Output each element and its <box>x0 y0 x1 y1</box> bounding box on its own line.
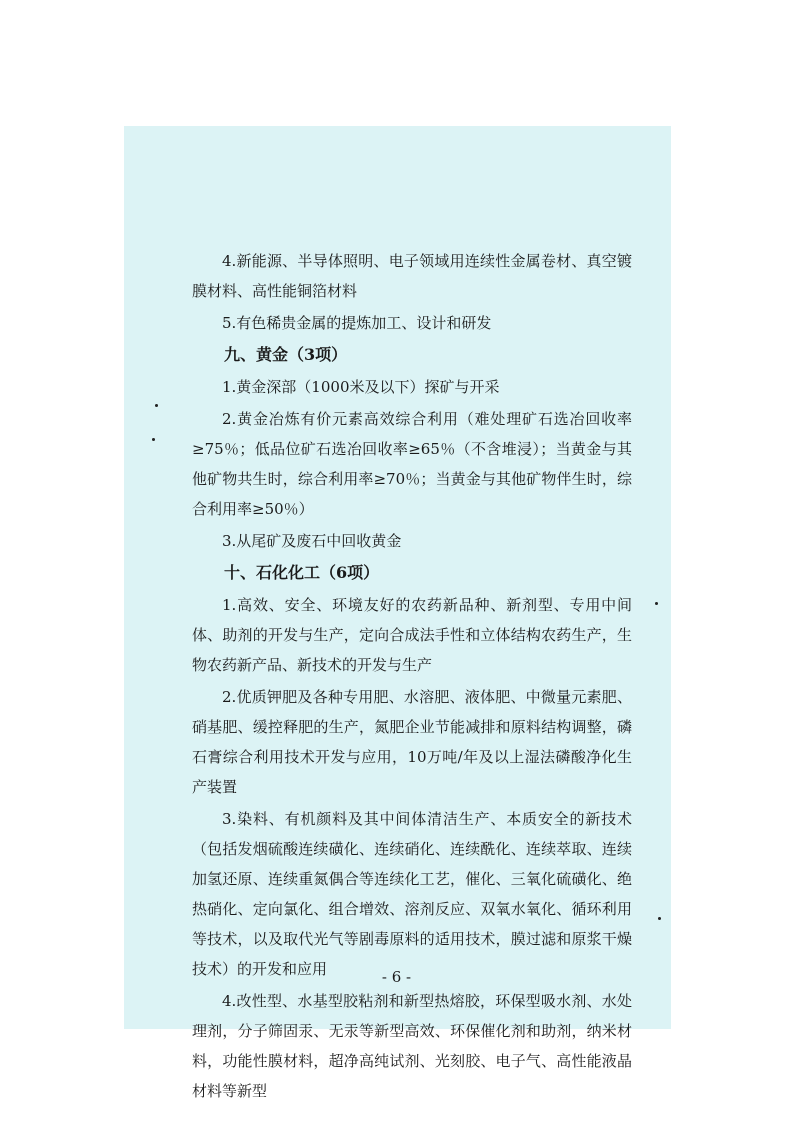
paragraph: 2.黄金冶炼有价元素高效综合利用（难处理矿石选冶回收率≥75％；低品位矿石选冶回收率≥65％（不含堆浸）；当黄金与其他矿物共生时，综合利用率≥70％；当黄金与其他矿物伴生时，综合利用率≥50％） <box>192 410 632 518</box>
paragraph: 5.有色稀贵金属的提炼加工、设计和研发 <box>222 314 492 332</box>
paragraph: 4.改性型、水基型胶粘剂和新型热熔胶，环保型吸水剂、水处理剂，分子筛固汞、无汞等新型高效、环保催化剂和助剂，纳米材料，功能性膜材料，超净高纯试剂、光刻胶、电子气、高性能液晶材料等新型 <box>192 992 632 1100</box>
scan-speck <box>655 602 658 605</box>
scan-speck <box>152 438 155 441</box>
section-heading: 九、黄金（3项） <box>224 345 348 364</box>
paragraph: 3.从尾矿及废石中回收黄金 <box>222 532 402 550</box>
paragraph: 4.新能源、半导体照明、电子领域用连续性金属卷材、真空镀膜材料、高性能铜箔材料 <box>192 252 632 300</box>
scan-speck <box>658 917 661 920</box>
section-heading: 十、石化化工（6项） <box>224 563 380 582</box>
page-number: - 6 - <box>381 968 412 986</box>
paragraph: 1.高效、安全、环境友好的农药新品种、新剂型、专用中间体、助剂的开发与生产，定向合成法手性和立体结构农药生产，生物农药新产品、新技术的开发与生产 <box>192 596 632 674</box>
scan-speck <box>155 404 158 407</box>
paragraph: 3.染料、有机颜料及其中间体清洁生产、本质安全的新技术（包括发烟硫酸连续磺化、连续硝化、连续酰化、连续萃取、连续加氢还原、连续重氮偶合等连续化工艺，催化、三氧化硫磺化、绝热硝化、定向氯化、组合增效、溶剂反应、双氧水氧化、循环利用等技术，以及取代光气等剧毒原料的适用技术，膜过滤和原浆干燥技术）的开发和应用 <box>192 810 632 978</box>
paragraph: 1.黄金深部（1000米及以下）探矿与开采 <box>222 378 500 396</box>
paragraph: 2.优质钾肥及各种专用肥、水溶肥、液体肥、中微量元素肥、硝基肥、缓控释肥的生产，氮肥企业节能减排和原料结构调整，磷石膏综合利用技术开发与应用，10万吨/年及以上湿法磷酸净化生产装置 <box>192 688 632 796</box>
